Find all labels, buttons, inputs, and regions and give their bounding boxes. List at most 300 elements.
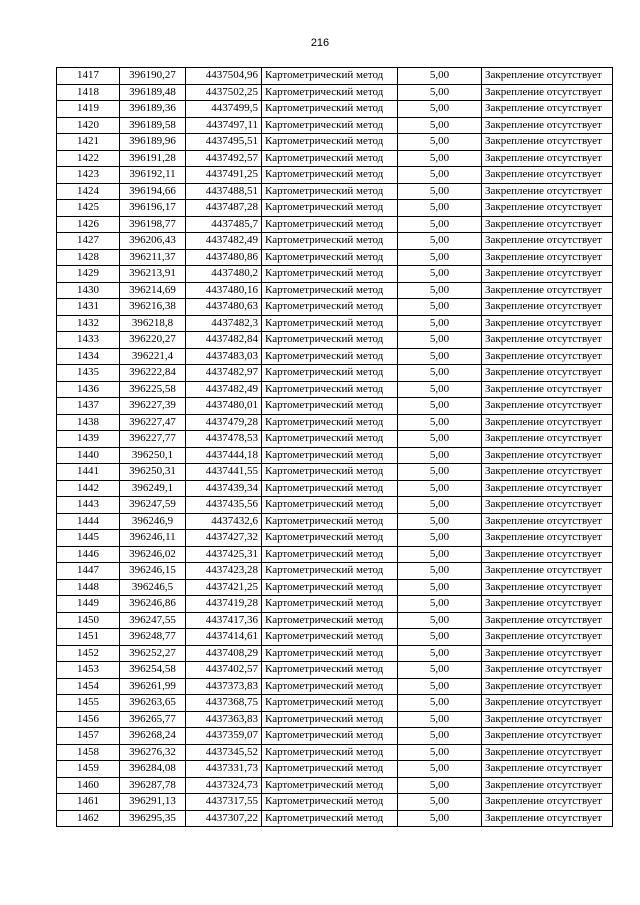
point-number-cell: 1418 — [57, 84, 120, 101]
error-cell: 5,00 — [398, 414, 482, 431]
table-row — [57, 563, 613, 580]
error-cell: 5,00 — [398, 447, 482, 464]
coordinates-table — [56, 67, 613, 827]
fixation-cell: Закрепление отсутствует — [482, 167, 613, 184]
y-coordinate-cell: 4437331,73 — [186, 761, 262, 778]
y-coordinate-cell: 4437492,57 — [186, 150, 262, 167]
error-cell: 5,00 — [398, 381, 482, 398]
method-cell: Картометрический метод — [262, 711, 398, 728]
point-number-cell: 1431 — [57, 299, 120, 316]
x-coordinate-cell: 396189,48 — [120, 84, 186, 101]
fixation-cell: Закрепление отсутствует — [482, 480, 613, 497]
fixation-cell: Закрепление отсутствует — [482, 200, 613, 217]
coordinates-table-body — [57, 68, 613, 827]
y-coordinate-cell: 4437423,28 — [186, 563, 262, 580]
x-coordinate-cell: 396190,27 — [120, 68, 186, 85]
error-cell: 5,00 — [398, 216, 482, 233]
y-coordinate-cell: 4437444,18 — [186, 447, 262, 464]
method-cell: Картометрический метод — [262, 381, 398, 398]
table-row — [57, 695, 613, 712]
error-cell: 5,00 — [398, 761, 482, 778]
method-cell: Картометрический метод — [262, 216, 398, 233]
fixation-cell: Закрепление отсутствует — [482, 744, 613, 761]
y-coordinate-cell: 4437359,07 — [186, 728, 262, 745]
y-coordinate-cell: 4437373,83 — [186, 678, 262, 695]
point-number-cell: 1452 — [57, 645, 120, 662]
y-coordinate-cell: 4437483,03 — [186, 348, 262, 365]
point-number-cell: 1441 — [57, 464, 120, 481]
error-cell: 5,00 — [398, 579, 482, 596]
error-cell: 5,00 — [398, 695, 482, 712]
error-cell: 5,00 — [398, 810, 482, 827]
point-number-cell: 1440 — [57, 447, 120, 464]
table-row — [57, 530, 613, 547]
y-coordinate-cell: 4437427,32 — [186, 530, 262, 547]
point-number-cell: 1438 — [57, 414, 120, 431]
error-cell: 5,00 — [398, 282, 482, 299]
table-row — [57, 348, 613, 365]
y-coordinate-cell: 4437487,28 — [186, 200, 262, 217]
error-cell: 5,00 — [398, 530, 482, 547]
error-cell: 5,00 — [398, 299, 482, 316]
table-row — [57, 68, 613, 85]
table-row — [57, 134, 613, 151]
table-row — [57, 167, 613, 184]
method-cell: Картометрический метод — [262, 497, 398, 514]
point-number-cell: 1454 — [57, 678, 120, 695]
point-number-cell: 1442 — [57, 480, 120, 497]
point-number-cell: 1429 — [57, 266, 120, 283]
method-cell: Картометрический метод — [262, 794, 398, 811]
error-cell: 5,00 — [398, 546, 482, 563]
x-coordinate-cell: 396218,8 — [120, 315, 186, 332]
table-row — [57, 579, 613, 596]
y-coordinate-cell: 4437417,36 — [186, 612, 262, 629]
y-coordinate-cell: 4437435,56 — [186, 497, 262, 514]
table-row — [57, 431, 613, 448]
y-coordinate-cell: 4437502,25 — [186, 84, 262, 101]
x-coordinate-cell: 396189,36 — [120, 101, 186, 118]
x-coordinate-cell: 396227,39 — [120, 398, 186, 415]
fixation-cell: Закрепление отсутствует — [482, 84, 613, 101]
x-coordinate-cell: 396265,77 — [120, 711, 186, 728]
method-cell: Картометрический метод — [262, 530, 398, 547]
y-coordinate-cell: 4437485,7 — [186, 216, 262, 233]
point-number-cell: 1430 — [57, 282, 120, 299]
table-row — [57, 101, 613, 118]
table-row — [57, 629, 613, 646]
method-cell: Картометрический метод — [262, 810, 398, 827]
point-number-cell: 1445 — [57, 530, 120, 547]
point-number-cell: 1421 — [57, 134, 120, 151]
point-number-cell: 1455 — [57, 695, 120, 712]
table-row — [57, 810, 613, 827]
table-row — [57, 216, 613, 233]
fixation-cell: Закрепление отсутствует — [482, 629, 613, 646]
y-coordinate-cell: 4437368,75 — [186, 695, 262, 712]
x-coordinate-cell: 396216,38 — [120, 299, 186, 316]
table-row — [57, 282, 613, 299]
y-coordinate-cell: 4437421,25 — [186, 579, 262, 596]
error-cell: 5,00 — [398, 150, 482, 167]
error-cell: 5,00 — [398, 513, 482, 530]
method-cell: Картометрический метод — [262, 266, 398, 283]
error-cell: 5,00 — [398, 662, 482, 679]
x-coordinate-cell: 396246,11 — [120, 530, 186, 547]
x-coordinate-cell: 396263,65 — [120, 695, 186, 712]
fixation-cell: Закрепление отсутствует — [482, 183, 613, 200]
table-row — [57, 464, 613, 481]
method-cell: Картометрический метод — [262, 546, 398, 563]
fixation-cell: Закрепление отсутствует — [482, 365, 613, 382]
point-number-cell: 1422 — [57, 150, 120, 167]
method-cell: Картометрический метод — [262, 728, 398, 745]
fixation-cell: Закрепление отсутствует — [482, 513, 613, 530]
method-cell: Картометрический метод — [262, 348, 398, 365]
fixation-cell: Закрепление отсутствует — [482, 645, 613, 662]
x-coordinate-cell: 396192,11 — [120, 167, 186, 184]
x-coordinate-cell: 396214,69 — [120, 282, 186, 299]
x-coordinate-cell: 396198,77 — [120, 216, 186, 233]
x-coordinate-cell: 396295,35 — [120, 810, 186, 827]
fixation-cell: Закрепление отсутствует — [482, 249, 613, 266]
x-coordinate-cell: 396213,91 — [120, 266, 186, 283]
point-number-cell: 1446 — [57, 546, 120, 563]
fixation-cell: Закрепление отсутствует — [482, 150, 613, 167]
fixation-cell: Закрепление отсутствует — [482, 68, 613, 85]
method-cell: Картометрический метод — [262, 777, 398, 794]
x-coordinate-cell: 396250,31 — [120, 464, 186, 481]
point-number-cell: 1427 — [57, 233, 120, 250]
fixation-cell: Закрепление отсутствует — [482, 579, 613, 596]
point-number-cell: 1449 — [57, 596, 120, 613]
method-cell: Картометрический метод — [262, 480, 398, 497]
point-number-cell: 1450 — [57, 612, 120, 629]
error-cell: 5,00 — [398, 497, 482, 514]
error-cell: 5,00 — [398, 431, 482, 448]
x-coordinate-cell: 396206,43 — [120, 233, 186, 250]
fixation-cell: Закрепление отсутствует — [482, 299, 613, 316]
method-cell: Картометрический метод — [262, 414, 398, 431]
table-row — [57, 546, 613, 563]
method-cell: Картометрический метод — [262, 612, 398, 629]
table-row — [57, 480, 613, 497]
y-coordinate-cell: 4437425,31 — [186, 546, 262, 563]
table-row — [57, 447, 613, 464]
y-coordinate-cell: 4437317,55 — [186, 794, 262, 811]
error-cell: 5,00 — [398, 167, 482, 184]
y-coordinate-cell: 4437495,51 — [186, 134, 262, 151]
table-row — [57, 497, 613, 514]
method-cell: Картометрический метод — [262, 332, 398, 349]
x-coordinate-cell: 396189,96 — [120, 134, 186, 151]
table-row — [57, 711, 613, 728]
y-coordinate-cell: 4437324,73 — [186, 777, 262, 794]
table-row — [57, 233, 613, 250]
fixation-cell: Закрепление отсутствует — [482, 348, 613, 365]
point-number-cell: 1423 — [57, 167, 120, 184]
method-cell: Картометрический метод — [262, 662, 398, 679]
point-number-cell: 1432 — [57, 315, 120, 332]
table-row — [57, 596, 613, 613]
method-cell: Картометрический метод — [262, 563, 398, 580]
error-cell: 5,00 — [398, 464, 482, 481]
fixation-cell: Закрепление отсутствует — [482, 612, 613, 629]
table-row — [57, 332, 613, 349]
point-number-cell: 1420 — [57, 117, 120, 134]
method-cell: Картометрический метод — [262, 68, 398, 85]
method-cell: Картометрический метод — [262, 117, 398, 134]
error-cell: 5,00 — [398, 84, 482, 101]
error-cell: 5,00 — [398, 645, 482, 662]
y-coordinate-cell: 4437482,49 — [186, 381, 262, 398]
error-cell: 5,00 — [398, 711, 482, 728]
error-cell: 5,00 — [398, 480, 482, 497]
fixation-cell: Закрепление отсутствует — [482, 282, 613, 299]
fixation-cell: Закрепление отсутствует — [482, 563, 613, 580]
table-row — [57, 84, 613, 101]
method-cell: Картометрический метод — [262, 744, 398, 761]
table-row — [57, 315, 613, 332]
error-cell: 5,00 — [398, 266, 482, 283]
x-coordinate-cell: 396246,15 — [120, 563, 186, 580]
error-cell: 5,00 — [398, 348, 482, 365]
error-cell: 5,00 — [398, 629, 482, 646]
y-coordinate-cell: 4437491,25 — [186, 167, 262, 184]
x-coordinate-cell: 396221,4 — [120, 348, 186, 365]
point-number-cell: 1453 — [57, 662, 120, 679]
x-coordinate-cell: 396250,1 — [120, 447, 186, 464]
error-cell: 5,00 — [398, 101, 482, 118]
error-cell: 5,00 — [398, 249, 482, 266]
fixation-cell: Закрепление отсутствует — [482, 414, 613, 431]
point-number-cell: 1433 — [57, 332, 120, 349]
fixation-cell: Закрепление отсутствует — [482, 332, 613, 349]
fixation-cell: Закрепление отсутствует — [482, 728, 613, 745]
table-row — [57, 381, 613, 398]
table-row — [57, 794, 613, 811]
x-coordinate-cell: 396246,5 — [120, 579, 186, 596]
error-cell: 5,00 — [398, 134, 482, 151]
fixation-cell: Закрепление отсутствует — [482, 381, 613, 398]
method-cell: Картометрический метод — [262, 167, 398, 184]
point-number-cell: 1428 — [57, 249, 120, 266]
y-coordinate-cell: 4437478,53 — [186, 431, 262, 448]
fixation-cell: Закрепление отсутствует — [482, 431, 613, 448]
method-cell: Картометрический метод — [262, 365, 398, 382]
table-row — [57, 200, 613, 217]
fixation-cell: Закрепление отсутствует — [482, 810, 613, 827]
point-number-cell: 1424 — [57, 183, 120, 200]
y-coordinate-cell: 4437482,97 — [186, 365, 262, 382]
method-cell: Картометрический метод — [262, 200, 398, 217]
y-coordinate-cell: 4437419,28 — [186, 596, 262, 613]
fixation-cell: Закрепление отсутствует — [482, 678, 613, 695]
fixation-cell: Закрепление отсутствует — [482, 695, 613, 712]
error-cell: 5,00 — [398, 183, 482, 200]
table-row — [57, 299, 613, 316]
fixation-cell: Закрепление отсутствует — [482, 711, 613, 728]
table-row — [57, 777, 613, 794]
fixation-cell: Закрепление отсутствует — [482, 398, 613, 415]
x-coordinate-cell: 396287,78 — [120, 777, 186, 794]
point-number-cell: 1456 — [57, 711, 120, 728]
table-row — [57, 117, 613, 134]
fixation-cell: Закрепление отсутствует — [482, 464, 613, 481]
y-coordinate-cell: 4437479,28 — [186, 414, 262, 431]
x-coordinate-cell: 396247,55 — [120, 612, 186, 629]
y-coordinate-cell: 4437488,51 — [186, 183, 262, 200]
method-cell: Картометрический метод — [262, 150, 398, 167]
error-cell: 5,00 — [398, 563, 482, 580]
y-coordinate-cell: 4437480,16 — [186, 282, 262, 299]
error-cell: 5,00 — [398, 117, 482, 134]
fixation-cell: Закрепление отсутствует — [482, 266, 613, 283]
point-number-cell: 1425 — [57, 200, 120, 217]
table-row — [57, 513, 613, 530]
method-cell: Картометрический метод — [262, 183, 398, 200]
x-coordinate-cell: 396254,58 — [120, 662, 186, 679]
point-number-cell: 1460 — [57, 777, 120, 794]
point-number-cell: 1435 — [57, 365, 120, 382]
fixation-cell: Закрепление отсутствует — [482, 233, 613, 250]
point-number-cell: 1461 — [57, 794, 120, 811]
point-number-cell: 1417 — [57, 68, 120, 85]
table-row — [57, 678, 613, 695]
table-row — [57, 761, 613, 778]
fixation-cell: Закрепление отсутствует — [482, 216, 613, 233]
x-coordinate-cell: 396227,47 — [120, 414, 186, 431]
point-number-cell: 1457 — [57, 728, 120, 745]
error-cell: 5,00 — [398, 233, 482, 250]
fixation-cell: Закрепление отсутствует — [482, 761, 613, 778]
y-coordinate-cell: 4437497,11 — [186, 117, 262, 134]
fixation-cell: Закрепление отсутствует — [482, 134, 613, 151]
y-coordinate-cell: 4437402,57 — [186, 662, 262, 679]
y-coordinate-cell: 4437363,83 — [186, 711, 262, 728]
y-coordinate-cell: 4437504,96 — [186, 68, 262, 85]
fixation-cell: Закрепление отсутствует — [482, 662, 613, 679]
x-coordinate-cell: 396268,24 — [120, 728, 186, 745]
x-coordinate-cell: 396196,17 — [120, 200, 186, 217]
table-row — [57, 183, 613, 200]
y-coordinate-cell: 4437480,63 — [186, 299, 262, 316]
fixation-cell: Закрепление отсутствует — [482, 447, 613, 464]
x-coordinate-cell: 396246,9 — [120, 513, 186, 530]
point-number-cell: 1462 — [57, 810, 120, 827]
method-cell: Картометрический метод — [262, 249, 398, 266]
method-cell: Картометрический метод — [262, 447, 398, 464]
method-cell: Картометрический метод — [262, 398, 398, 415]
point-number-cell: 1451 — [57, 629, 120, 646]
table-row — [57, 728, 613, 745]
x-coordinate-cell: 396247,59 — [120, 497, 186, 514]
method-cell: Картометрический метод — [262, 134, 398, 151]
point-number-cell: 1459 — [57, 761, 120, 778]
table-row — [57, 612, 613, 629]
y-coordinate-cell: 4437482,3 — [186, 315, 262, 332]
method-cell: Картометрический метод — [262, 431, 398, 448]
point-number-cell: 1448 — [57, 579, 120, 596]
x-coordinate-cell: 396227,77 — [120, 431, 186, 448]
y-coordinate-cell: 4437482,49 — [186, 233, 262, 250]
point-number-cell: 1434 — [57, 348, 120, 365]
error-cell: 5,00 — [398, 728, 482, 745]
x-coordinate-cell: 396220,27 — [120, 332, 186, 349]
x-coordinate-cell: 396194,66 — [120, 183, 186, 200]
error-cell: 5,00 — [398, 596, 482, 613]
table-row — [57, 266, 613, 283]
x-coordinate-cell: 396246,02 — [120, 546, 186, 563]
error-cell: 5,00 — [398, 315, 482, 332]
error-cell: 5,00 — [398, 612, 482, 629]
fixation-cell: Закрепление отсутствует — [482, 101, 613, 118]
table-row — [57, 414, 613, 431]
x-coordinate-cell: 396248,77 — [120, 629, 186, 646]
x-coordinate-cell: 396291,13 — [120, 794, 186, 811]
table-row — [57, 365, 613, 382]
fixation-cell: Закрепление отсутствует — [482, 794, 613, 811]
y-coordinate-cell: 4437499,5 — [186, 101, 262, 118]
method-cell: Картометрический метод — [262, 596, 398, 613]
x-coordinate-cell: 396246,86 — [120, 596, 186, 613]
y-coordinate-cell: 4437441,55 — [186, 464, 262, 481]
table-row — [57, 662, 613, 679]
error-cell: 5,00 — [398, 794, 482, 811]
page-number: 216 — [310, 37, 330, 49]
error-cell: 5,00 — [398, 678, 482, 695]
point-number-cell: 1436 — [57, 381, 120, 398]
method-cell: Картометрический метод — [262, 233, 398, 250]
fixation-cell: Закрепление отсутствует — [482, 117, 613, 134]
y-coordinate-cell: 4437480,01 — [186, 398, 262, 415]
y-coordinate-cell: 4437408,29 — [186, 645, 262, 662]
point-number-cell: 1437 — [57, 398, 120, 415]
x-coordinate-cell: 396261,99 — [120, 678, 186, 695]
fixation-cell: Закрепление отсутствует — [482, 777, 613, 794]
point-number-cell: 1426 — [57, 216, 120, 233]
error-cell: 5,00 — [398, 398, 482, 415]
x-coordinate-cell: 396191,28 — [120, 150, 186, 167]
method-cell: Картометрический метод — [262, 761, 398, 778]
y-coordinate-cell: 4437439,34 — [186, 480, 262, 497]
fixation-cell: Закрепление отсутствует — [482, 530, 613, 547]
x-coordinate-cell: 396252,27 — [120, 645, 186, 662]
point-number-cell: 1443 — [57, 497, 120, 514]
method-cell: Картометрический метод — [262, 513, 398, 530]
x-coordinate-cell: 396222,84 — [120, 365, 186, 382]
fixation-cell: Закрепление отсутствует — [482, 546, 613, 563]
y-coordinate-cell: 4437482,84 — [186, 332, 262, 349]
x-coordinate-cell: 396284,08 — [120, 761, 186, 778]
x-coordinate-cell: 396189,58 — [120, 117, 186, 134]
method-cell: Картометрический метод — [262, 282, 398, 299]
method-cell: Картометрический метод — [262, 645, 398, 662]
point-number-cell: 1439 — [57, 431, 120, 448]
x-coordinate-cell: 396225,58 — [120, 381, 186, 398]
y-coordinate-cell: 4437480,86 — [186, 249, 262, 266]
point-number-cell: 1419 — [57, 101, 120, 118]
method-cell: Картометрический метод — [262, 84, 398, 101]
method-cell: Картометрический метод — [262, 464, 398, 481]
point-number-cell: 1458 — [57, 744, 120, 761]
x-coordinate-cell: 396276,32 — [120, 744, 186, 761]
y-coordinate-cell: 4437307,22 — [186, 810, 262, 827]
error-cell: 5,00 — [398, 68, 482, 85]
table-row — [57, 645, 613, 662]
method-cell: Картометрический метод — [262, 315, 398, 332]
method-cell: Картометрический метод — [262, 579, 398, 596]
